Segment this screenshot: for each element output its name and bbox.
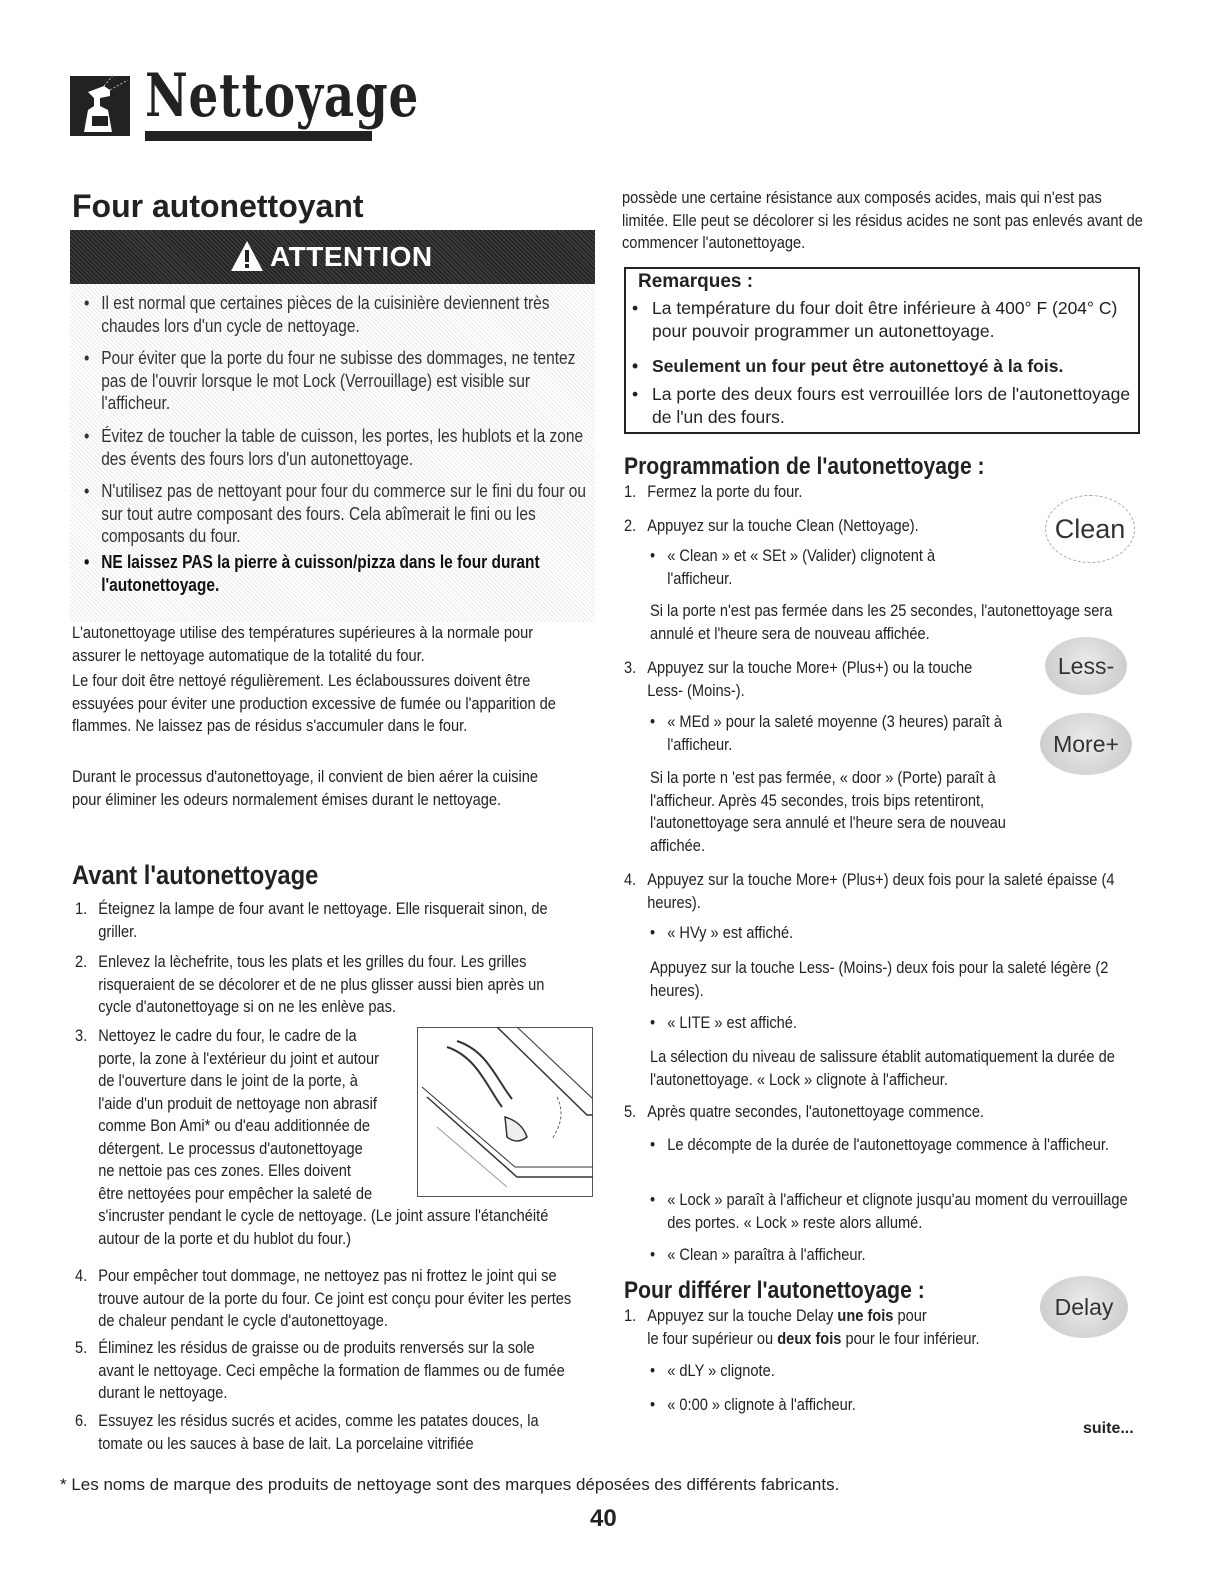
prog-bullet: • « Clean » paraîtra à l'afficheur. [650, 1245, 866, 1264]
prog-step: 5. Après quatre secondes, l'autonettoyage commence. [624, 1102, 985, 1121]
before-step: 3. Nettoyez le cadre du four, le cadre de la porte, la zone à l'extérieur du joint et autour de l'ouverture dans le joint de la porte, à l'aide d'un produit de nettoyage non abrasif comme Bon Ami* ou d'eau additionnée de détergent. Le processus d'autonettoyage ne nettoie pas ces zones. Elles doivent être nettoyées pour empêcher la saleté de s'incruster pendant le cycle de nettoyage. (Le joint assure l'étanchéité autour de la porte et du hublot du four.) [75, 1025, 574, 1250]
intro-paragraph: L'autonettoyage utilise des températures supérieures à la normale pour assurer le nettoyage automatique de la totalité du four. [72, 623, 534, 665]
more-key: More+ [1040, 713, 1132, 775]
prog-note: Appuyez sur la touche Less- (Moins-) deux fois pour la saleté légère (2 heures). [650, 958, 1109, 1000]
prog-note: La sélection du niveau de salissure établit automatiquement la durée de l'autonettoyage. « Lock » clignote à l'afficheur. [650, 1047, 1115, 1089]
prog-step: 3. Appuyez sur la touche More+ (Plus+) ou la touche Less- (Moins-). [624, 658, 973, 700]
delay-bullet: • « dLY » clignote. [650, 1361, 775, 1380]
programming-title: Programmation de l'autonettoyage : [624, 453, 985, 480]
prog-step: 1. Fermez la porte du four. [624, 482, 803, 501]
prog-note: Si la porte n'est pas fermée dans les 25 secondes, l'autonettoyage sera annulé et l'heure sera de nouveau affichée. [650, 601, 1113, 643]
before-step: 2. Enlevez la lèchefrite, tous les plats et les grilles du four. Les grilles risqueraient de se décolorer et de ne plus glisser aussi bien après un cycle d'autonettoyage si on ne les enlève pas. [75, 952, 545, 1016]
before-step: 6. Essuyez les résidus sucrés et acides, comme les patates douces, la tomate ou les sauces à base de lait. La porcelaine vitrifiée [75, 1411, 539, 1453]
before-step: 4. Pour empêcher tout dommage, ne nettoyez pas ni frottez le joint qui se trouve autour de la porte du four. Ce joint est conçu pour éviter les pertes de chaleur pendant le cycle d'autonettoyage. [75, 1266, 572, 1330]
remarques-item: • La température du four doit être inférieure à 400° F (204° C) pour pouvoir programmer un autonettoyage. [632, 298, 1118, 341]
attention-bullet: • Pour éviter que la porte du four ne subisse des dommages, ne tentez pas de l'ouvrir lorsque le mot Lock (Verrouillage) est visible sur l'afficheur. [84, 348, 576, 413]
intro-paragraph: Le four doit être nettoyé régulièrement. Les éclaboussures doivent être essuyées pour éviter une production excessive de fumée ou l'apparition de flammes. Ne laissez pas de résidus s'accumuler dans le four. [72, 671, 556, 735]
attention-bullet: • Il est normal que certaines pièces de la cuisinière deviennent très chaudes lors d'un cycle de nettoyage. [84, 293, 550, 336]
delay-key: Delay [1040, 1276, 1128, 1338]
page-title: Nettoyage [145, 61, 420, 131]
remarques-item: • Seulement un four peut être autonettoyé à la fois. [632, 356, 1064, 376]
prog-note: Si la porte n 'est pas fermée, « door » (Porte) paraît à l'afficheur. Après 45 secondes, trois bips retentiront, l'autonettoyage sera annulé et l'heure sera de nouveau affichée. [650, 768, 1006, 855]
footnote: * Les noms de marque des produits de nettoyage sont des marques déposées des différents fabricants. [60, 1475, 840, 1494]
prog-bullet: • « LITE » est affiché. [650, 1013, 797, 1032]
attention-label: ATTENTION [270, 241, 433, 272]
prog-bullet: • « HVy » est affiché. [650, 923, 794, 942]
before-step: 1. Éteignez la lampe de four avant le nettoyage. Elle risquerait sinon, de griller. [75, 899, 548, 941]
warning-icon [230, 240, 264, 272]
title-rule [145, 131, 372, 141]
before-title: Avant l'autonettoyage [72, 860, 319, 890]
attention-bullet: • Évitez de toucher la table de cuisson, les portes, les hublots et la zone des évents des fours lors d'un autonettoyage. [84, 426, 584, 469]
clean-key: Clean [1045, 495, 1135, 563]
less-key: Less- [1045, 637, 1127, 695]
spray-bottle-icon [70, 72, 132, 138]
before-step: 5. Éliminez les résidus de graisse ou de produits renversés sur la sole avant le nettoyage. Ceci empêche la formation de flammes ou de fumée durant le nettoyage. [75, 1338, 565, 1402]
intro-paragraph: Durant le processus d'autonettoyage, il convient de bien aérer la cuisine pour éliminer les odeurs normalement émises durant le nettoyage. [72, 767, 539, 809]
continued-paragraph: possède une certaine résistance aux composés acides, mais qui n'est pas limitée. Elle peut se décolorer si les résidus acides ne sont pas enlevés avant de commencer l'autonettoyage. [622, 188, 1143, 252]
attention-bullet: • N'utilisez pas de nettoyant pour four du commerce sur le fini du four ou sur tout autre composant des fours. Cela abîmerait le fini ou les composants du four. [84, 481, 587, 546]
prog-step: 4. Appuyez sur la touche More+ (Plus+) deux fois pour la saleté épaisse (4 heures). [624, 870, 1115, 912]
section-title: Four autonettoyant [72, 188, 364, 224]
prog-step: 2. Appuyez sur la touche Clean (Nettoyage). [624, 516, 919, 535]
prog-bullet: • « Clean » et « SEt » (Valider) clignotent à l'afficheur. [650, 546, 936, 588]
prog-bullet: • « MEd » pour la saleté moyenne (3 heures) paraît à l'afficheur. [650, 712, 1003, 754]
delay-bullet: • « 0:00 » clignote à l'afficheur. [650, 1395, 856, 1414]
prog-bullet: • Le décompte de la durée de l'autonettoyage commence à l'afficheur. [650, 1135, 1109, 1154]
delay-title: Pour différer l'autonettoyage : [624, 1277, 925, 1304]
remarques-item: • La porte des deux fours est verrouillée lors de l'autonettoyage de l'un des fours. [632, 384, 1131, 427]
oven-gasket-illustration [417, 1027, 593, 1197]
continued-label: suite... [1083, 1420, 1134, 1437]
page-number: 40 [590, 1505, 617, 1532]
delay-step: 1. Appuyez sur la touche Delay une fois pour le four supérieur ou deux fois pour le four inférieur. [624, 1306, 980, 1348]
remarques-title: Remarques : [638, 271, 754, 292]
prog-bullet: • « Lock » paraît à l'afficheur et clignote jusqu'au moment du verrouillage des portes. « Lock » reste alors allumé. [650, 1190, 1128, 1232]
attention-bullet: • NE laissez PAS la pierre à cuisson/pizza dans le four durant l'autonettoyage. [84, 552, 540, 595]
